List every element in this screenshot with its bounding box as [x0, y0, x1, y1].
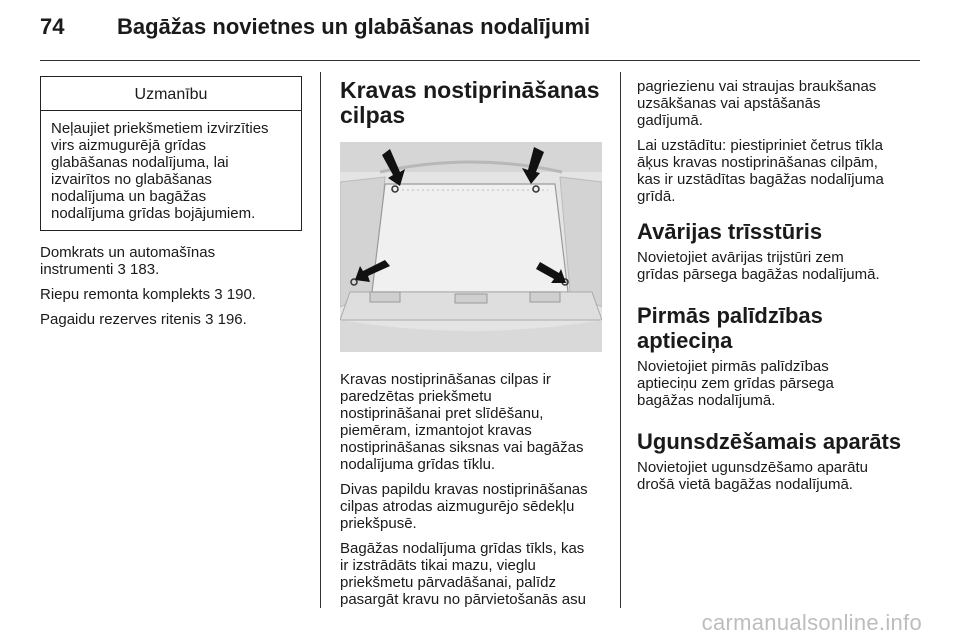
text-line: Divas papildu kravas nostiprināšanas [340, 481, 588, 498]
column-right [637, 78, 902, 501]
paragraph [340, 540, 602, 608]
paragraph [340, 481, 602, 532]
text-line: priekšpusē. [340, 515, 417, 532]
cargo-area-illustration [340, 142, 602, 352]
text-line: nostiprināšanai pret slīdēšanu, [340, 405, 544, 422]
text-line: aptieciņu zem grīdas pārsega [637, 375, 834, 392]
title-line: Pirmās palīdzības [637, 303, 823, 328]
section-title-first-aid-kit [637, 303, 902, 353]
text-line: ir izstrādāts tikai mazu, vieglu [340, 557, 536, 574]
text-line: Riepu remonta komplekts [40, 286, 211, 303]
text-line: uzsākšanas vai apstāšanās [637, 95, 821, 112]
warning-box [40, 76, 302, 231]
text-line: grīdas pārsega bagāžas nodalījumā. [637, 266, 880, 283]
text-line: bagāžas nodalījumā. [637, 392, 776, 409]
text-line: Pagaidu rezerves ritenis [40, 311, 201, 328]
text-line: cilpas atrodas aizmugurējo sēdekļu [340, 498, 575, 515]
text-line: instrumenti [40, 261, 114, 278]
text-line: izvairītos no glabāšanas [51, 171, 212, 188]
paragraph [340, 371, 602, 473]
column-divider [320, 72, 321, 608]
text-line: Novietojiet pirmās palīdzības [637, 358, 829, 375]
reference-spare-wheel [40, 311, 302, 328]
text-line: Domkrats un automašīnas [40, 244, 216, 261]
reference-tyre-repair-kit [40, 286, 302, 303]
title-line: Ugunsdzēšamais aparāts [637, 429, 902, 454]
page-ref-arrow-icon: 3 [214, 286, 223, 303]
text-line: Lai uzstādītu: piestipriniet četrus tīkla [637, 137, 883, 154]
reference-jack-tools [40, 244, 302, 278]
text-line: pagriezienu vai straujas braukšanas [637, 78, 877, 95]
text-line: Novietojiet ugunsdzēšamo aparātu [637, 459, 868, 476]
page-number: 74 [40, 14, 65, 39]
title-line: cilpas [340, 102, 406, 128]
text-line: gadījumā. [637, 112, 703, 129]
text-line: piemēram, izmantojot kravas [340, 422, 532, 439]
warning-title: Uzmanību [41, 77, 301, 111]
section-title-fire-extinguisher [637, 429, 902, 454]
page-ref-arrow-icon: 3 [117, 261, 126, 278]
page-header-title: Bagāžas novietnes un glabāšanas nodalījumi [117, 14, 591, 39]
text-line: nodalījuma grīdas bojājumiem. [51, 205, 256, 222]
text-line: virs aizmugurējā grīdas [51, 137, 207, 154]
text-line: pasargāt kravu no pārvietošanās asu [340, 591, 586, 608]
paragraph [637, 78, 902, 129]
text-line: Novietojiet avārijas trijstūri zem [637, 249, 844, 266]
page-ref-link[interactable]: 196. [217, 311, 247, 328]
paragraph [637, 249, 902, 283]
paragraph [637, 358, 902, 409]
watermark: carmanualsonline.info [701, 610, 922, 635]
text-line: Kravas nostiprināšanas cilpas ir [340, 371, 551, 388]
page-ref-link[interactable]: 183. [130, 261, 160, 278]
page-ref-link[interactable]: 190. [226, 286, 256, 303]
paragraph [637, 137, 902, 205]
paragraph [637, 459, 902, 493]
warning-text [41, 111, 301, 230]
text-line: nostiprināšanas siksnas vai bagāžas [340, 439, 584, 456]
text-line: drošā vietā bagāžas nodalījumā. [637, 476, 853, 493]
title-line: Avārijas trīsstūris [637, 219, 823, 244]
section-title-lashing-eyes [340, 78, 602, 128]
section-title-warning-triangle [637, 219, 902, 244]
text-line: Neļaujiet priekšmetiem izvirzīties [51, 120, 269, 137]
page-ref-arrow-icon: 3 [205, 311, 214, 328]
text-line: priekšmetu pārvadāšanai, palīdz [340, 574, 556, 591]
title-line: Kravas nostiprināšanas [340, 77, 600, 103]
text-line: Bagāžas nodalījuma grīdas tīkls, kas [340, 540, 585, 557]
header-rule [40, 60, 920, 61]
text-line: kas ir uzstādītas bagāžas nodalījuma [637, 171, 884, 188]
text-line: glabāšanas nodalījuma, lai [51, 154, 229, 171]
text-line: nodalījuma grīdas tīklu. [340, 456, 496, 473]
title-line: aptieciņa [637, 328, 733, 353]
text-line: paredzētas priekšmetu [340, 388, 492, 405]
column-middle [340, 78, 602, 616]
text-line: nodalījuma un bagāžas [51, 188, 207, 205]
text-line: āķus kravas nostiprināšanas cilpām, [637, 154, 878, 171]
text-line: grīdā. [637, 188, 676, 205]
column-left [40, 76, 302, 336]
column-divider [620, 72, 621, 608]
